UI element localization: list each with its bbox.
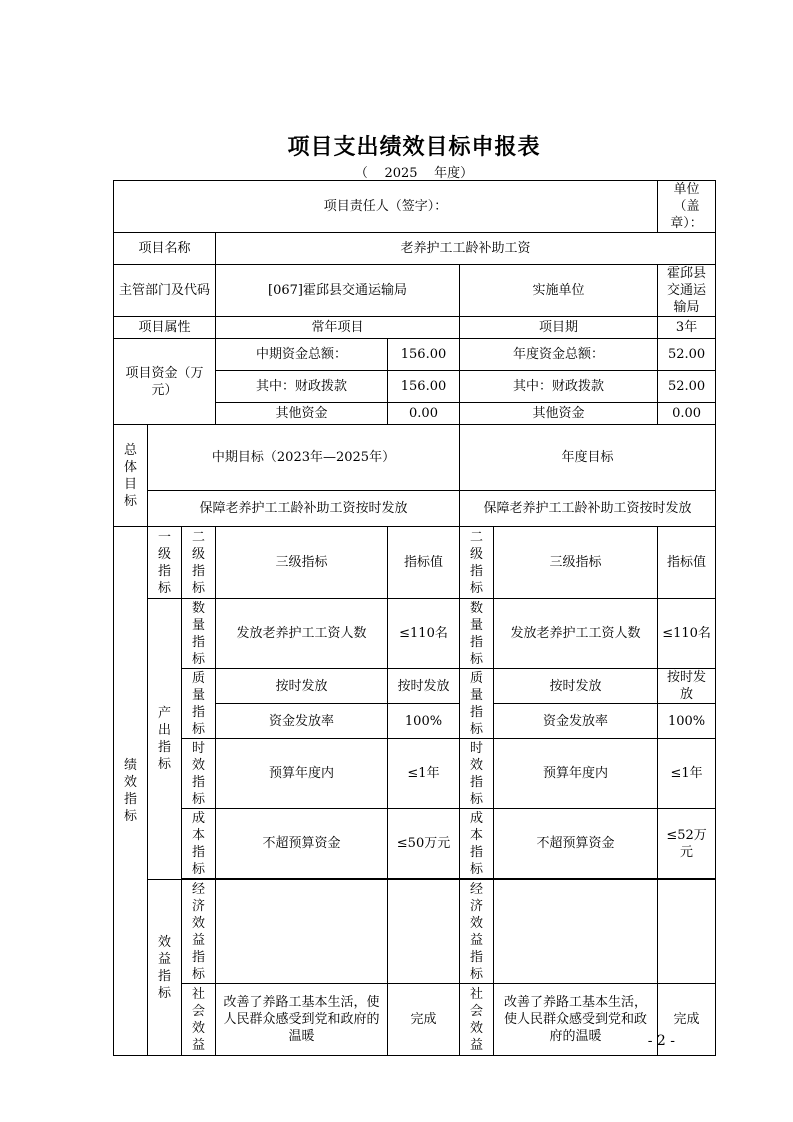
timeliness-value-mid: ≤1年 [388, 739, 460, 809]
overall-goal-label: 总体目标 [114, 425, 148, 527]
cost-value-mid: ≤50万元 [388, 809, 460, 879]
quantity-value-mid: ≤110名 [388, 599, 460, 669]
quality-name-1-year: 按时发放 [494, 669, 658, 704]
indicator-header-row [114, 527, 716, 599]
mid-total-value: 156.00 [388, 339, 460, 371]
economic-benefit-row [114, 880, 716, 984]
quality-value-1-year: 按时发放 [658, 669, 716, 704]
quality-value-2-year: 100% [658, 704, 716, 739]
implementing-unit-value: 霍邱县交通运输局 [658, 265, 716, 317]
year-other-label: 其他资金 [460, 403, 658, 425]
quantity-name-year: 发放老养护工工资人数 [494, 599, 658, 669]
year-line: （ 2025 年度） [354, 166, 474, 181]
timeliness-row [114, 739, 716, 809]
quantity-row [114, 599, 716, 669]
quality-value-2-mid: 100% [388, 704, 460, 739]
economic-label-year: 经济效益指标 [460, 880, 494, 984]
quality-row-1 [114, 669, 716, 704]
quantity-label-mid: 数量指标 [182, 599, 216, 669]
project-name-label: 项目名称 [114, 233, 216, 265]
department-value: [067]霍邱县交通运输局 [216, 265, 460, 317]
benefit-indicator-label: 效益指标 [148, 880, 182, 1056]
cost-label-mid: 成本指标 [182, 809, 216, 879]
timeliness-value-year: ≤1年 [658, 739, 716, 809]
social-value-year: 完成 [658, 984, 716, 1056]
funds-row-total [114, 339, 716, 371]
social-label-year: 社会效益 [460, 984, 494, 1056]
quality-value-1-mid: 按时发放 [388, 669, 460, 704]
goals-header-row [114, 425, 716, 491]
timeliness-name-year: 预算年度内 [494, 739, 658, 809]
social-label-mid: 社会效益 [182, 984, 216, 1056]
cost-name-year: 不超预算资金 [494, 809, 658, 879]
timeliness-name-mid: 预算年度内 [216, 739, 388, 809]
timeliness-label-mid: 时效指标 [182, 739, 216, 809]
unit-seal-label: 单位（盖章）： [658, 181, 716, 233]
economic-value-mid [388, 880, 460, 984]
level3-header-year: 三级指标 [494, 527, 658, 599]
page-title: 项目支出绩效目标申报表 [287, 134, 541, 160]
level1-header: 一级指标 [148, 527, 182, 599]
mid-fiscal-value: 156.00 [388, 371, 460, 403]
performance-form-table [113, 180, 716, 1056]
economic-name-year [494, 880, 658, 984]
social-value-mid: 完成 [388, 984, 460, 1056]
year-fiscal-label: 其中：财政拨款 [460, 371, 658, 403]
social-name-mid: 改善了养路工基本生活，使人民群众感受到党和政府的温暖 [216, 984, 388, 1056]
value-header-year: 指标值 [658, 527, 716, 599]
timeliness-label-year: 时效指标 [460, 739, 494, 809]
project-period-value: 3年 [658, 317, 716, 339]
project-attribute-value: 常年项目 [216, 317, 460, 339]
level3-header-mid: 三级指标 [216, 527, 388, 599]
output-indicator-label: 产出指标 [148, 599, 182, 880]
year-other-value: 0.00 [658, 403, 716, 425]
responsible-label: 项目责任人（签字）： [114, 181, 658, 233]
goals-content-row [114, 491, 716, 527]
year-goal-text: 保障老养护工工龄补助工资按时发放 [460, 491, 716, 527]
department-label: 主管部门及代码 [114, 265, 216, 317]
quality-name-1-mid: 按时发放 [216, 669, 388, 704]
economic-label-mid: 经济效益指标 [182, 880, 216, 984]
quality-name-2-year: 资金发放率 [494, 704, 658, 739]
level2-header-mid: 二级指标 [182, 527, 216, 599]
cost-row [114, 809, 716, 879]
page-number: - 2 - [647, 1033, 675, 1049]
quantity-name-mid: 发放老养护工工资人数 [216, 599, 388, 669]
mid-goal-text: 保障老养护工工龄补助工资按时发放 [148, 491, 460, 527]
year-fiscal-value: 52.00 [658, 371, 716, 403]
implementing-unit-label: 实施单位 [460, 265, 658, 317]
cost-label-year: 成本指标 [460, 809, 494, 879]
project-attribute-label: 项目属性 [114, 317, 216, 339]
project-name-value: 老养护工工龄补助工资 [216, 233, 716, 265]
cost-value-year: ≤52万元 [658, 809, 716, 879]
social-benefit-row [114, 984, 716, 1056]
quantity-label-year: 数量指标 [460, 599, 494, 669]
quality-name-2-mid: 资金发放率 [216, 704, 388, 739]
economic-name-mid [216, 880, 388, 984]
project-funds-label: 项目资金（万元） [114, 339, 216, 425]
mid-other-label: 其他资金 [216, 403, 388, 425]
mid-other-value: 0.00 [388, 403, 460, 425]
header-row [114, 181, 716, 233]
year-goal-header: 年度目标 [460, 425, 716, 491]
department-row [114, 265, 716, 317]
quality-label-mid: 质量指标 [182, 669, 216, 739]
project-name-row [114, 233, 716, 265]
level2-header-year: 二级指标 [460, 527, 494, 599]
economic-value-year [658, 880, 716, 984]
mid-total-label: 中期资金总额： [216, 339, 388, 371]
quantity-value-year: ≤110名 [658, 599, 716, 669]
attribute-row [114, 317, 716, 339]
social-name-year: 改善了养路工基本生活，使人民群众感受到党和政府的温暖 [494, 984, 658, 1056]
mid-goal-header: 中期目标（2023年—2025年） [148, 425, 460, 491]
year-total-label: 年度资金总额： [460, 339, 658, 371]
value-header-mid: 指标值 [388, 527, 460, 599]
year-total-value: 52.00 [658, 339, 716, 371]
quality-label-year: 质量指标 [460, 669, 494, 739]
mid-fiscal-label: 其中：财政拨款 [216, 371, 388, 403]
performance-indicator-label: 绩效指标 [114, 527, 148, 1056]
cost-name-mid: 不超预算资金 [216, 809, 388, 879]
project-period-label: 项目期 [460, 317, 658, 339]
